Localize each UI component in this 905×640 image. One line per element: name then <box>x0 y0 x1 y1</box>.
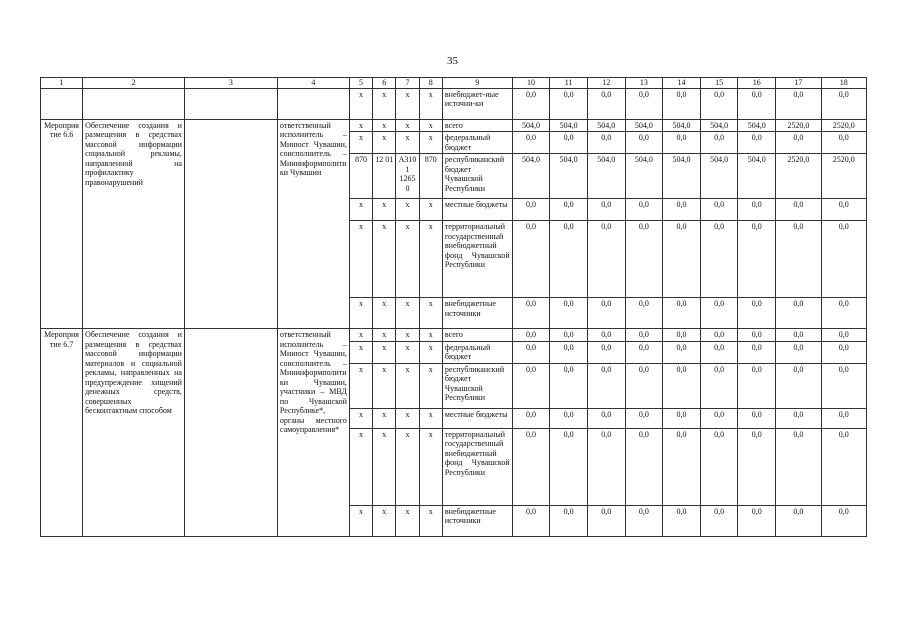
code-cell: x <box>349 221 372 298</box>
amount-cell: 0,0 <box>512 132 550 154</box>
table-row <box>41 88 867 119</box>
amount-cell: 0,0 <box>738 428 776 505</box>
amount-cell: 504,0 <box>550 119 588 132</box>
funding-source-cell: внебюджетные источники <box>442 505 512 536</box>
header-cell: 3 <box>184 78 277 89</box>
page-number: 35 <box>447 55 458 67</box>
code-cell: x <box>419 341 442 363</box>
code-cell: x <box>419 88 442 119</box>
funding-source-cell: местные бюджеты <box>442 199 512 221</box>
amount-cell: 0,0 <box>821 329 866 342</box>
amount-cell: 0,0 <box>625 221 663 298</box>
header-cell: 9 <box>442 78 512 89</box>
amount-cell: 0,0 <box>663 363 701 408</box>
header-cell: 4 <box>277 78 349 89</box>
amount-cell: 0,0 <box>550 505 588 536</box>
amount-cell: 0,0 <box>512 363 550 408</box>
executors-cell: ответственный исполнитель – Минюст Чувашии, соисполнитель – Мининформполитики Чувашии, участники – МВД по Чувашской Республике*, органы местного самоуправления* <box>277 329 349 537</box>
header-cell: 10 <box>512 78 550 89</box>
code-cell: x <box>349 88 372 119</box>
code-cell: x <box>373 408 396 428</box>
amount-cell: 0,0 <box>821 132 866 154</box>
amount-cell: 0,0 <box>821 341 866 363</box>
amount-cell: 0,0 <box>587 505 625 536</box>
amount-cell: 504,0 <box>512 119 550 132</box>
code-cell: x <box>396 408 419 428</box>
amount-cell: 0,0 <box>587 132 625 154</box>
amount-cell: 0,0 <box>776 428 821 505</box>
funding-source-cell: всего <box>442 119 512 132</box>
amount-cell: 504,0 <box>738 119 776 132</box>
header-cell: 13 <box>625 78 663 89</box>
code-cell: x <box>419 132 442 154</box>
amount-cell: 504,0 <box>587 154 625 199</box>
amount-cell: 0,0 <box>821 88 866 119</box>
amount-cell: 0,0 <box>776 88 821 119</box>
amount-cell: 0,0 <box>625 505 663 536</box>
amount-cell: 0,0 <box>776 341 821 363</box>
amount-cell: 504,0 <box>700 119 738 132</box>
amount-cell: 0,0 <box>738 199 776 221</box>
amount-cell: 0,0 <box>550 341 588 363</box>
code-cell: 870 <box>419 154 442 199</box>
funding-source-cell: федеральный бюджет <box>442 132 512 154</box>
amount-cell: 2520,0 <box>776 154 821 199</box>
amount-cell: 2520,0 <box>776 119 821 132</box>
amount-cell: 0,0 <box>587 363 625 408</box>
amount-cell: 504,0 <box>700 154 738 199</box>
amount-cell: 0,0 <box>512 505 550 536</box>
amount-cell: 0,0 <box>587 298 625 329</box>
amount-cell: 0,0 <box>550 428 588 505</box>
amount-cell: 0,0 <box>550 221 588 298</box>
code-cell: x <box>349 329 372 342</box>
amount-cell: 0,0 <box>663 88 701 119</box>
code-cell: x <box>419 298 442 329</box>
amount-cell: 0,0 <box>700 88 738 119</box>
funding-source-cell: федеральный бюджет <box>442 341 512 363</box>
code-cell: x <box>396 329 419 342</box>
code-cell: x <box>373 119 396 132</box>
code-cell: x <box>373 88 396 119</box>
amount-cell: 0,0 <box>625 341 663 363</box>
code-cell: x <box>349 119 372 132</box>
amount-cell: 0,0 <box>700 363 738 408</box>
amount-cell: 504,0 <box>625 119 663 132</box>
amount-cell: 0,0 <box>587 341 625 363</box>
amount-cell: 0,0 <box>738 221 776 298</box>
code-cell: x <box>396 119 419 132</box>
amount-cell: 0,0 <box>625 408 663 428</box>
amount-cell: 0,0 <box>625 363 663 408</box>
amount-cell: 0,0 <box>512 341 550 363</box>
header-cell: 8 <box>419 78 442 89</box>
amount-cell: 0,0 <box>512 329 550 342</box>
amount-cell: 504,0 <box>625 154 663 199</box>
code-cell: x <box>396 199 419 221</box>
amount-cell: 0,0 <box>738 329 776 342</box>
code-cell: x <box>396 341 419 363</box>
amount-cell: 504,0 <box>663 154 701 199</box>
amount-cell: 0,0 <box>700 132 738 154</box>
code-cell: 870 <box>349 154 372 199</box>
amount-cell: 504,0 <box>663 119 701 132</box>
amount-cell: 0,0 <box>550 298 588 329</box>
amount-cell: 0,0 <box>776 221 821 298</box>
amount-cell: 0,0 <box>776 132 821 154</box>
funding-source-cell: республиканский бюджет Чувашской Республики <box>442 363 512 408</box>
code-cell: x <box>419 408 442 428</box>
amount-cell: 0,0 <box>587 199 625 221</box>
funding-source-cell: внебюджетные источники <box>442 298 512 329</box>
funding-source-cell: территориальный государственный внебюджетный фонд Чувашской Республики <box>442 221 512 298</box>
empty-cell <box>184 119 277 329</box>
amount-cell: 0,0 <box>663 505 701 536</box>
amount-cell: 0,0 <box>821 298 866 329</box>
amount-cell: 2520,0 <box>821 154 866 199</box>
code-cell: x <box>349 298 372 329</box>
amount-cell: 0,0 <box>821 363 866 408</box>
measure-id-cell: Мероприятие 6.7 <box>41 329 83 537</box>
code-cell: x <box>373 132 396 154</box>
header-cell: 6 <box>373 78 396 89</box>
budget-table <box>40 77 867 537</box>
amount-cell: 0,0 <box>738 363 776 408</box>
amount-cell: 0,0 <box>776 329 821 342</box>
amount-cell: 0,0 <box>663 329 701 342</box>
amount-cell: 0,0 <box>700 428 738 505</box>
amount-cell: 0,0 <box>663 221 701 298</box>
header-cell: 15 <box>700 78 738 89</box>
amount-cell: 0,0 <box>550 88 588 119</box>
header-row <box>41 78 867 89</box>
header-cell: 7 <box>396 78 419 89</box>
amount-cell: 0,0 <box>821 221 866 298</box>
amount-cell: 0,0 <box>625 428 663 505</box>
code-cell: x <box>373 363 396 408</box>
code-cell: x <box>349 363 372 408</box>
amount-cell: 0,0 <box>512 408 550 428</box>
code-cell: А3101 12650 <box>396 154 419 199</box>
amount-cell: 0,0 <box>776 199 821 221</box>
code-cell: x <box>419 221 442 298</box>
code-cell: x <box>349 199 372 221</box>
code-cell: x <box>396 132 419 154</box>
amount-cell: 0,0 <box>700 341 738 363</box>
header-cell: 14 <box>663 78 701 89</box>
code-cell: x <box>373 221 396 298</box>
code-cell: x <box>396 221 419 298</box>
amount-cell: 0,0 <box>663 341 701 363</box>
amount-cell: 0,0 <box>821 408 866 428</box>
code-cell: x <box>373 199 396 221</box>
amount-cell: 0,0 <box>587 408 625 428</box>
amount-cell: 0,0 <box>663 408 701 428</box>
measure-description-cell: Обеспечение создания и размещения в средствах массовой информации материалов и социальной рекламы, направленных на предупреждение хищений денежных средств, совершенных бесконтактным способом <box>83 329 185 537</box>
funding-source-cell: местные бюджеты <box>442 408 512 428</box>
code-cell: x <box>396 505 419 536</box>
code-cell: x <box>419 428 442 505</box>
empty-cell <box>184 329 277 537</box>
empty-cell <box>83 88 185 119</box>
amount-cell: 0,0 <box>625 199 663 221</box>
funding-source-cell: внебюджет-ные источни-ки <box>442 88 512 119</box>
amount-cell: 0,0 <box>738 505 776 536</box>
code-cell: x <box>349 428 372 505</box>
amount-cell: 0,0 <box>512 221 550 298</box>
amount-cell: 0,0 <box>738 341 776 363</box>
code-cell: x <box>373 298 396 329</box>
amount-cell: 0,0 <box>663 298 701 329</box>
amount-cell: 0,0 <box>821 505 866 536</box>
amount-cell: 0,0 <box>738 408 776 428</box>
code-cell: x <box>419 505 442 536</box>
funding-source-cell: республиканский бюджет Чувашской Республики <box>442 154 512 199</box>
code-cell: x <box>373 329 396 342</box>
amount-cell: 2520,0 <box>821 119 866 132</box>
amount-cell: 0,0 <box>512 428 550 505</box>
amount-cell: 0,0 <box>512 298 550 329</box>
amount-cell: 0,0 <box>550 132 588 154</box>
empty-cell <box>41 88 83 119</box>
header-cell: 17 <box>776 78 821 89</box>
amount-cell: 0,0 <box>776 363 821 408</box>
amount-cell: 0,0 <box>587 329 625 342</box>
amount-cell: 0,0 <box>625 132 663 154</box>
code-cell: 12 01 <box>373 154 396 199</box>
amount-cell: 0,0 <box>550 199 588 221</box>
code-cell: x <box>419 199 442 221</box>
header-cell: 2 <box>83 78 185 89</box>
empty-cell <box>184 88 277 119</box>
header-cell: 11 <box>550 78 588 89</box>
amount-cell: 0,0 <box>821 199 866 221</box>
amount-cell: 0,0 <box>663 199 701 221</box>
amount-cell: 0,0 <box>663 132 701 154</box>
code-cell: x <box>349 408 372 428</box>
amount-cell: 504,0 <box>512 154 550 199</box>
amount-cell: 0,0 <box>625 298 663 329</box>
header-cell: 18 <box>821 78 866 89</box>
amount-cell: 0,0 <box>738 88 776 119</box>
amount-cell: 0,0 <box>700 221 738 298</box>
table-row <box>41 119 867 132</box>
amount-cell: 0,0 <box>587 88 625 119</box>
table-row <box>41 329 867 342</box>
measure-id-cell: Мероприятие 6.6 <box>41 119 83 329</box>
amount-cell: 0,0 <box>700 505 738 536</box>
funding-source-cell: территориальный государственный внебюджетный фонд Чувашской Республики <box>442 428 512 505</box>
amount-cell: 0,0 <box>550 329 588 342</box>
code-cell: x <box>396 298 419 329</box>
amount-cell: 0,0 <box>700 408 738 428</box>
amount-cell: 504,0 <box>550 154 588 199</box>
amount-cell: 0,0 <box>738 132 776 154</box>
code-cell: x <box>419 119 442 132</box>
amount-cell: 0,0 <box>700 199 738 221</box>
amount-cell: 504,0 <box>587 119 625 132</box>
empty-cell <box>277 88 349 119</box>
code-cell: x <box>349 132 372 154</box>
amount-cell: 0,0 <box>821 428 866 505</box>
header-cell: 5 <box>349 78 372 89</box>
code-cell: x <box>373 341 396 363</box>
amount-cell: 0,0 <box>512 199 550 221</box>
amount-cell: 0,0 <box>625 329 663 342</box>
measure-description-cell: Обеспечение создания и размещения в средствах массовой информации социальной рекламы, направленной на профилактику правонарушений <box>83 119 185 329</box>
amount-cell: 0,0 <box>738 298 776 329</box>
header-cell: 1 <box>41 78 83 89</box>
executors-cell: ответственный исполнитель – Минюст Чувашии, соисполнитель – Мининформполитики Чувашии <box>277 119 349 329</box>
amount-cell: 0,0 <box>776 298 821 329</box>
amount-cell: 0,0 <box>550 363 588 408</box>
amount-cell: 0,0 <box>776 505 821 536</box>
code-cell: x <box>373 505 396 536</box>
amount-cell: 504,0 <box>738 154 776 199</box>
code-cell: x <box>349 505 372 536</box>
amount-cell: 0,0 <box>663 428 701 505</box>
funding-source-cell: всего <box>442 329 512 342</box>
amount-cell: 0,0 <box>700 329 738 342</box>
code-cell: x <box>419 363 442 408</box>
code-cell: x <box>373 428 396 505</box>
code-cell: x <box>396 363 419 408</box>
amount-cell: 0,0 <box>587 221 625 298</box>
amount-cell: 0,0 <box>700 298 738 329</box>
amount-cell: 0,0 <box>550 408 588 428</box>
code-cell: x <box>396 428 419 505</box>
code-cell: x <box>419 329 442 342</box>
amount-cell: 0,0 <box>587 428 625 505</box>
header-cell: 12 <box>587 78 625 89</box>
code-cell: x <box>349 341 372 363</box>
amount-cell: 0,0 <box>776 408 821 428</box>
header-cell: 16 <box>738 78 776 89</box>
amount-cell: 0,0 <box>512 88 550 119</box>
amount-cell: 0,0 <box>625 88 663 119</box>
code-cell: x <box>396 88 419 119</box>
